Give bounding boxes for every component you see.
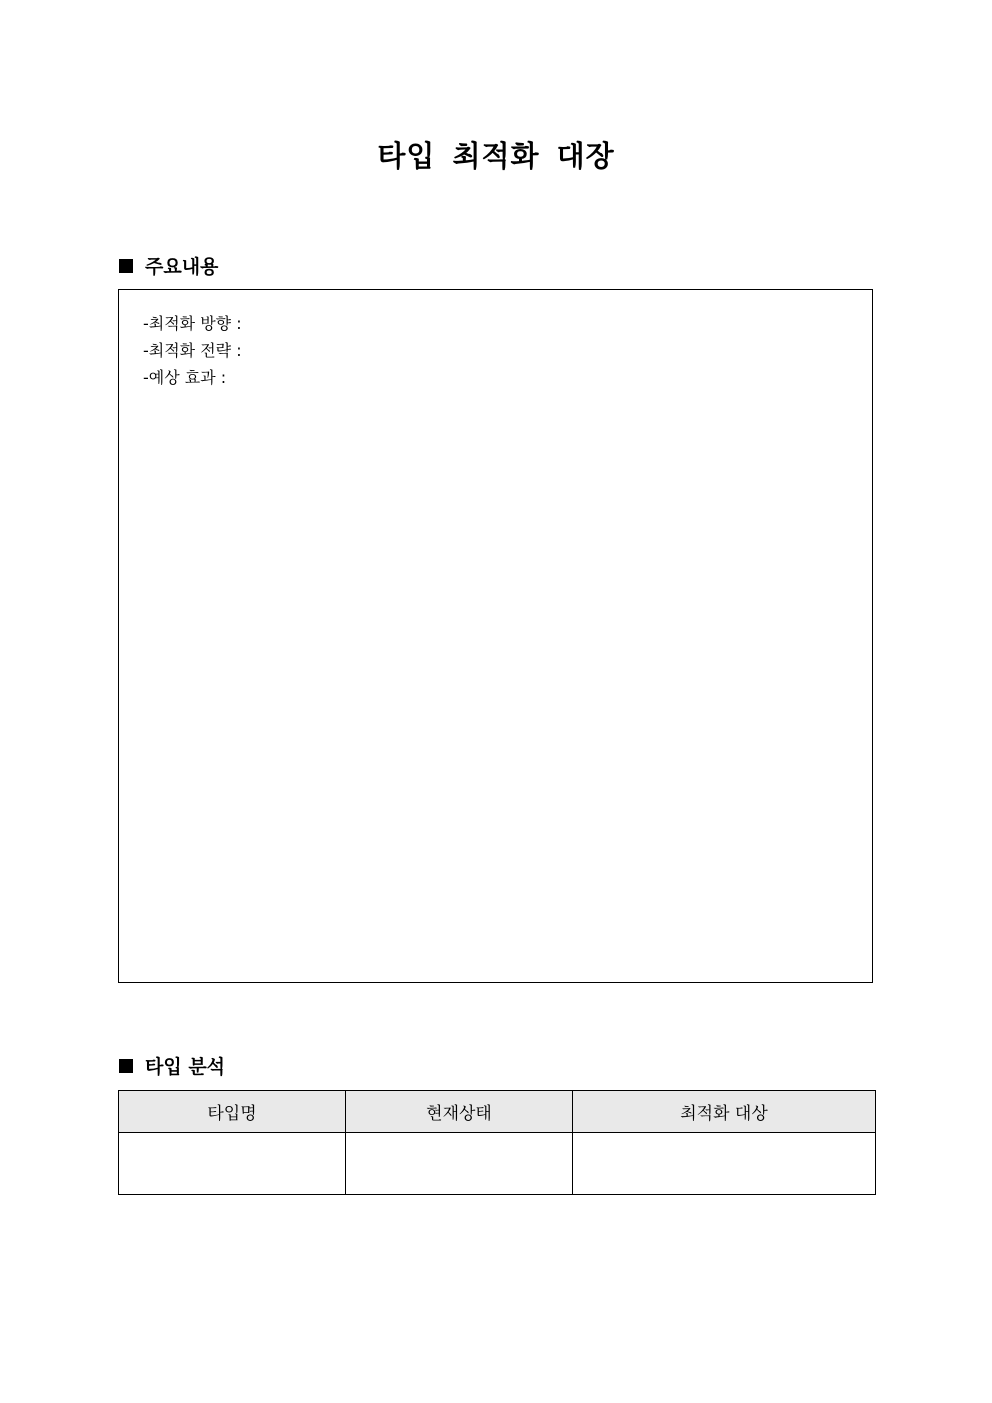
optimization-direction-line: -최적화 방향 : bbox=[143, 314, 242, 333]
column-header-current-status: 현재상태 bbox=[346, 1091, 573, 1133]
table-header-row bbox=[119, 1091, 876, 1133]
column-header-type-name: 타입명 bbox=[119, 1091, 346, 1133]
column-header-optimization-target: 최적화 대상 bbox=[573, 1091, 876, 1133]
black-square-icon bbox=[119, 1059, 133, 1073]
document-title: 타입 최적화 대장 bbox=[377, 139, 615, 173]
main-content-box bbox=[118, 289, 873, 983]
black-square-icon bbox=[119, 259, 133, 273]
type-analysis-table bbox=[118, 1090, 876, 1195]
expected-effect-line: -예상 효과 : bbox=[143, 368, 227, 387]
table-cell-type-name[interactable] bbox=[119, 1133, 346, 1195]
type-analysis-heading-label: 타입 분석 bbox=[145, 1056, 226, 1078]
table-cell-optimization-target[interactable] bbox=[573, 1133, 876, 1195]
optimization-strategy-line: -최적화 전략 : bbox=[143, 341, 242, 360]
main-content-heading-label: 주요내용 bbox=[145, 256, 219, 278]
main-content-heading bbox=[119, 252, 218, 279]
table-cell-current-status[interactable] bbox=[346, 1133, 573, 1195]
type-analysis-heading bbox=[119, 1052, 225, 1079]
table-row bbox=[119, 1133, 876, 1195]
main-content-list bbox=[143, 310, 242, 391]
